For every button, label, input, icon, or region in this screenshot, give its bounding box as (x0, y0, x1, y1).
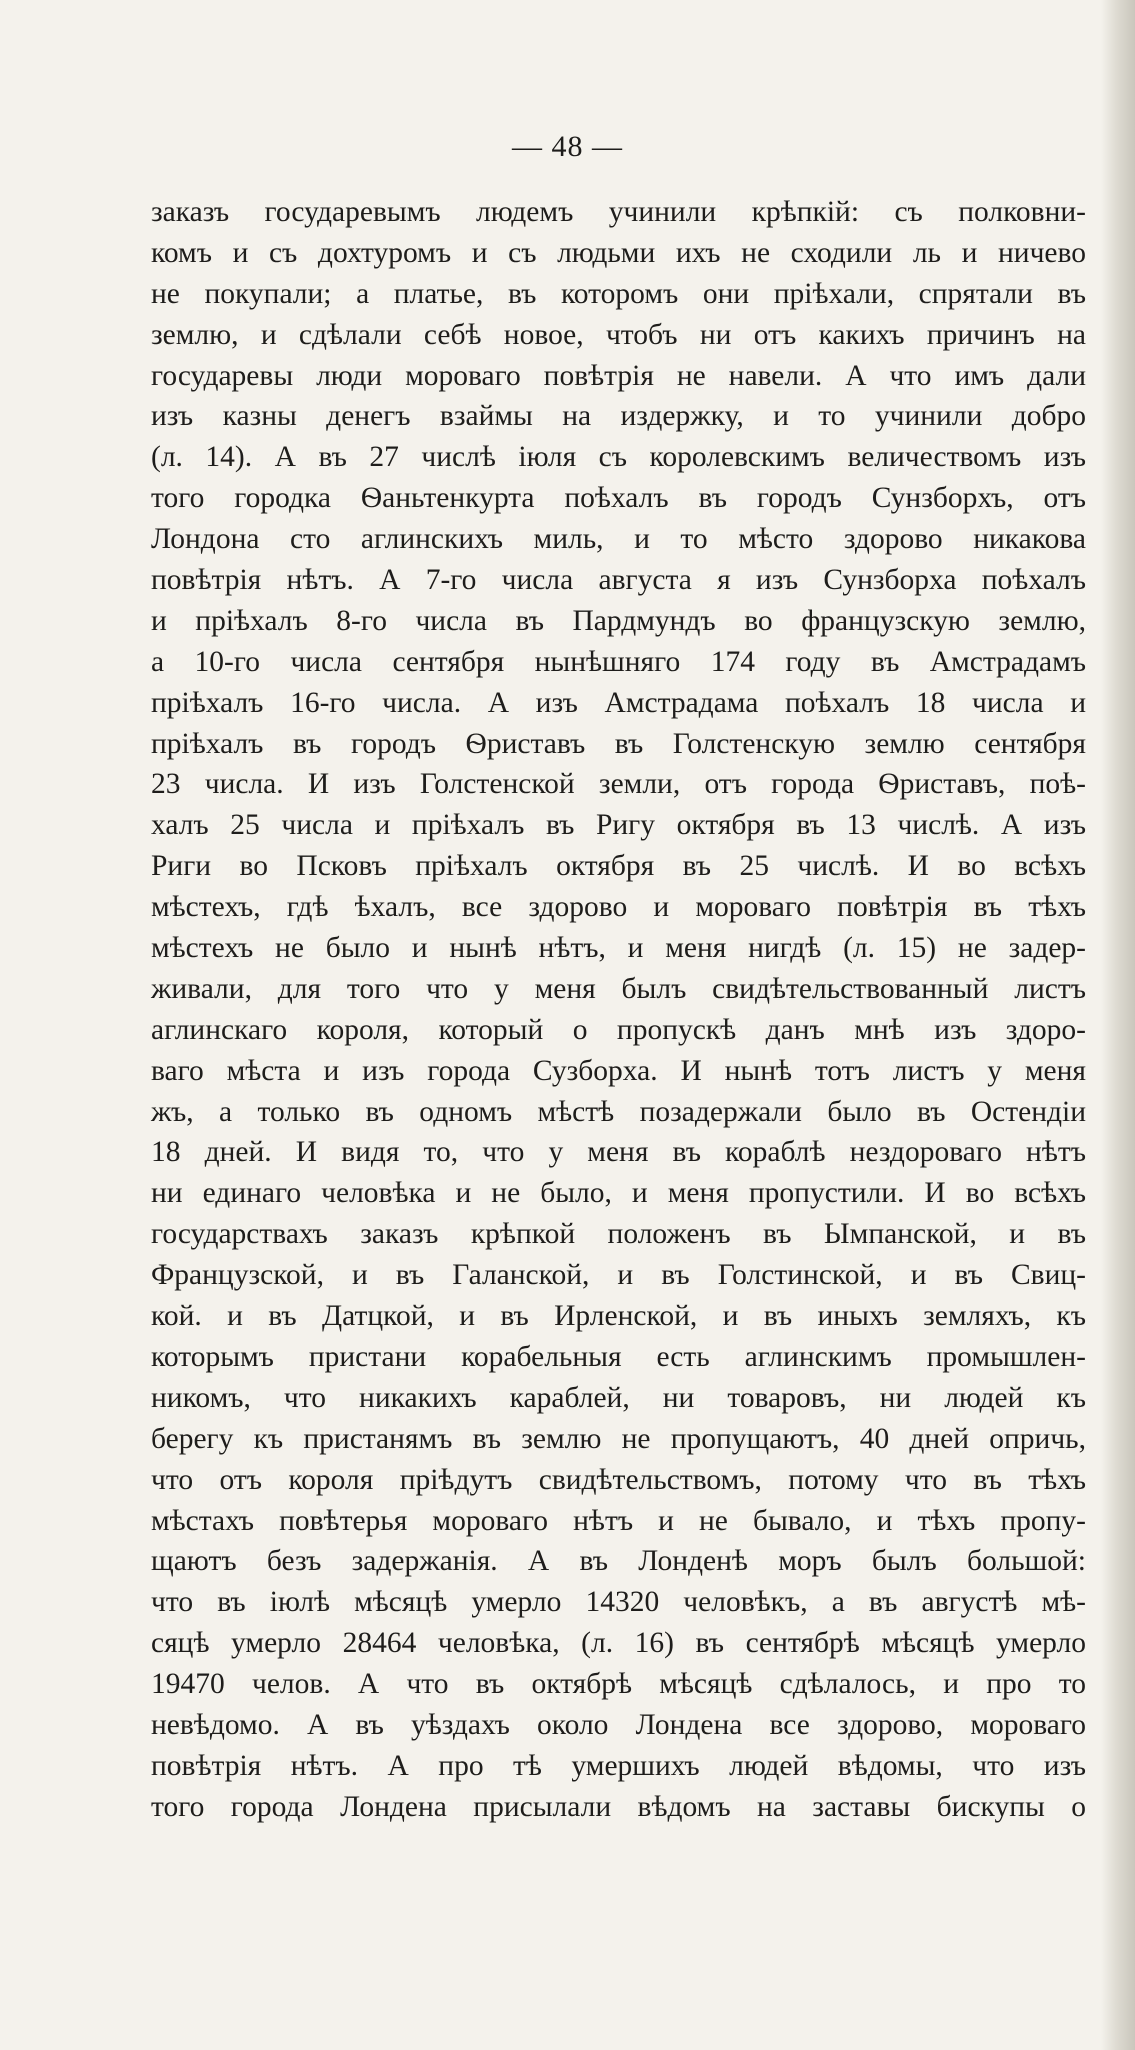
text-line: живали, для того что у меня былъ свидѣтельствованный листъ (151, 972, 1086, 1005)
text-line: комъ и съ дохтуромъ и съ людьми ихъ не сходили ль и ничево (151, 236, 1086, 269)
text-line: прiѣхалъ 16-го числа. А изъ Амстрадама поѣхалъ 18 числа и (151, 686, 1086, 719)
text-line: того города Лондена присылали вѣдомъ на заставы бискупы о (151, 1790, 1086, 1823)
text-line: халъ 25 числа и прiѣхалъ въ Ригу октября въ 13 числѣ. А изъ (151, 809, 1086, 842)
text-line: 18 дней. И видя то, что у меня въ кораблѣ нездороваго нѣтъ (151, 1136, 1086, 1169)
text-line: землю, и сдѣлали себѣ новое, чтобъ ни отъ какихъ причинъ на (151, 318, 1086, 351)
text-line: берегу къ пристанямъ въ землю не пропущаютъ, 40 дней опричь, (151, 1422, 1086, 1455)
text-line: которымъ пристани корабельныя есть аглинскимъ промышлен- (151, 1340, 1086, 1373)
text-line: государевы люди мороваго повѣтрiя не навели. А что имъ дали (151, 359, 1086, 392)
text-line: никомъ, что никакихъ караблей, ни товаровъ, ни людей къ (151, 1381, 1086, 1414)
page-number: — 48 — (512, 130, 623, 163)
text-line: государствахъ заказъ крѣпкой положенъ въ Ымпанской, и въ (151, 1218, 1086, 1251)
text-line: Французской, и въ Галанской, и въ Голстинской, и въ Свиц- (151, 1259, 1086, 1292)
text-line: что въ iюлѣ мѣсяцѣ умерло 14320 человѣкъ, а въ августѣ мѣ- (151, 1586, 1086, 1619)
text-line: прiѣхалъ въ городъ Ѳриставъ въ Голстенскую землю сентября (151, 727, 1086, 760)
text-line: 19470 челов. А что въ октябрѣ мѣсяцѣ сдѣлалось, и про то (151, 1668, 1086, 1701)
text-line: (л. 14). А въ 27 числѣ iюля съ королевскимъ величествомъ изъ (151, 441, 1086, 474)
body-text (151, 192, 1086, 1828)
text-line: кой. и въ Датцкой, и въ Ирленской, и въ иныхъ земляхъ, къ (151, 1300, 1086, 1333)
text-line: заказъ государевымъ людемъ учинили крѣпкiй: съ полковни- (151, 196, 1086, 228)
text-line: щаютъ безъ задержанiя. А въ Лонденѣ моръ былъ большой: (151, 1545, 1086, 1578)
text-line: не покупали; а платье, въ которомъ они прiѣхали, спрятали въ (151, 277, 1086, 310)
text-line: мѣстехъ, гдѣ ѣхалъ, все здорово и мороваго повѣтрiя въ тѣхъ (151, 891, 1086, 924)
text-line: а 10-го числа сентября нынѣшняго 174 году въ Амстрадамъ (151, 645, 1086, 678)
text-line: и прiѣхалъ 8-го числа въ Пардмундъ во французскую землю, (151, 604, 1086, 637)
text-line: ни единаго человѣка и не было, и меня пропустили. И во всѣхъ (151, 1177, 1086, 1210)
text-line: аглинскаго короля, который о пропускѣ данъ мнѣ изъ здоро- (151, 1013, 1086, 1046)
text-line: Риги во Псковъ прiѣхалъ октября въ 25 числѣ. И во всѣхъ (151, 850, 1086, 883)
text-line: жъ, а только въ одномъ мѣстѣ позадержали было въ Остендiи (151, 1095, 1086, 1128)
text-line: невѣдомо. А въ уѣздахъ около Лондена все здорово, мороваго (151, 1708, 1086, 1741)
text-line: повѣтрiя нѣтъ. А 7-го числа августа я изъ Сунзборха поѣхалъ (151, 564, 1086, 597)
text-line: ваго мѣста и изъ города Сузборха. И нынѣ тотъ листъ у меня (151, 1054, 1086, 1087)
text-line: Лондона сто аглинскихъ миль, и то мѣсто здорово никакова (151, 523, 1086, 556)
text-line: что отъ короля прiѣдутъ свидѣтельствомъ, потому что въ тѣхъ (151, 1463, 1086, 1496)
text-line: сяцѣ умерло 28464 человѣка, (л. 16) въ сентябрѣ мѣсяцѣ умерло (151, 1627, 1086, 1660)
text-line: 23 числа. И изъ Голстенской земли, отъ города Ѳриставъ, поѣ- (151, 768, 1086, 801)
page-edge-shadow (1101, 0, 1135, 2050)
text-line: мѣстехъ не было и нынѣ нѣтъ, и меня нигдѣ (л. 15) не задер- (151, 932, 1086, 965)
text-line: мѣстахъ повѣтерья мороваго нѣтъ и не бывало, и тѣхъ пропу- (151, 1504, 1086, 1537)
text-line: того городка Ѳаньтенкурта поѣхалъ въ городъ Сунзборхъ, отъ (151, 482, 1086, 515)
text-line: повѣтрiя нѣтъ. А про тѣ умершихъ людей вѣдомы, что изъ (151, 1749, 1086, 1782)
text-line: изъ казны денегъ взаймы на издержку, и то учинили добро (151, 400, 1086, 433)
